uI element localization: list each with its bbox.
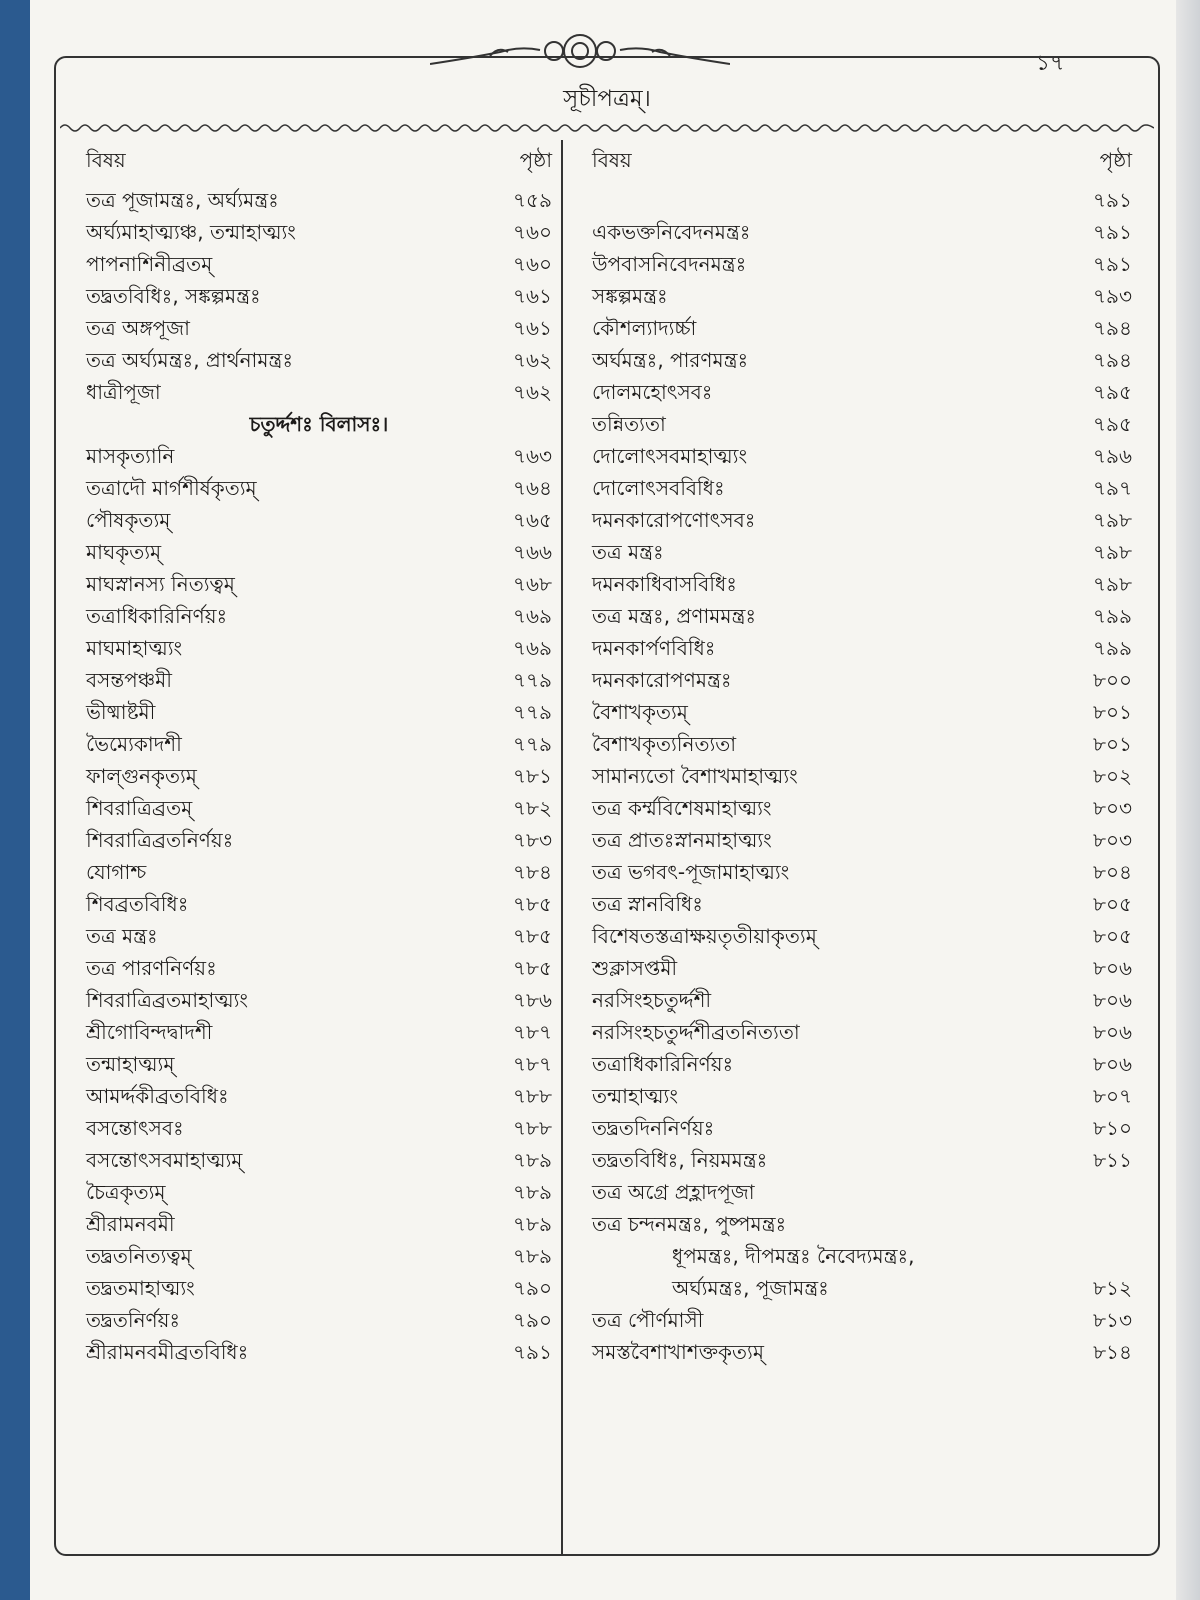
page-number: ১৭ — [1035, 51, 1065, 76]
toc-row — [86, 1332, 552, 1364]
toc-subject: বৈশাখকৃত্যম্ — [592, 700, 688, 724]
toc-page-number: ৭৮৯ — [513, 1180, 552, 1204]
toc-row — [86, 660, 552, 692]
toc-page-number: ৭৮৮ — [513, 1116, 552, 1140]
toc-row — [592, 372, 1132, 404]
toc-subject: নরসিংহচতুর্দ্দশীব্রতনিত্যতা — [592, 1020, 800, 1044]
toc-subject: তন্মাহাত্ম্যম্ — [86, 1052, 175, 1076]
toc-page-number: ৮১১ — [1093, 1148, 1132, 1172]
toc-subject: আমর্দ্দকীব্রতবিধিঃ — [86, 1084, 229, 1108]
toc-row — [592, 948, 1132, 980]
toc-page-number: ৮১২ — [1093, 1276, 1132, 1300]
toc-subject: অর্ঘ্যমন্ত্রঃ, পূজামন্ত্রঃ — [672, 1276, 829, 1300]
toc-subject: তত্র পূজামন্ত্রঃ, অর্ঘ্যমন্ত্রঃ — [86, 188, 279, 212]
toc-row — [86, 436, 552, 468]
toc-subject: তত্র অগ্রে প্রহ্লাদপূজা — [592, 1180, 755, 1204]
toc-subject: বসন্তোৎসবঃ — [86, 1116, 184, 1140]
toc-page-number: ৮০৬ — [1093, 956, 1132, 980]
toc-subject: কৌশল্যাদ্যর্চ্চা — [592, 316, 697, 340]
toc-page-number: ৭৯৪ — [1093, 316, 1132, 340]
toc-subject: তত্র মন্ত্রঃ, প্রণামমন্ত্রঃ — [592, 604, 757, 628]
toc-page-number: ৭৬১ — [513, 284, 552, 308]
toc-subject: পৌষকৃত্যম্ — [86, 508, 171, 532]
toc-row — [86, 724, 552, 756]
toc-page-number: ৭৯৯ — [1093, 604, 1132, 628]
toc-subject: মাসকৃত্যানি — [86, 444, 175, 468]
toc-row — [592, 820, 1132, 852]
toc-page-number: ৭৯১ — [1093, 220, 1132, 244]
toc-subject: দোলমহোৎসবঃ — [592, 380, 713, 404]
toc-page-number: ৭৯০ — [513, 1276, 552, 1300]
title-bar — [54, 60, 1160, 120]
toc-page-number: ৭৬২ — [512, 348, 552, 372]
toc-page-number: ৭৬৬ — [512, 540, 552, 564]
toc-page-number: ৭৮৪ — [513, 860, 552, 884]
toc-page-number: ৭৯৫ — [1093, 412, 1132, 436]
toc-subject: দমনকারোপণোৎসবঃ — [592, 508, 756, 532]
toc-page-number: ৭৯৯ — [1093, 636, 1132, 660]
toc-row — [592, 1140, 1132, 1172]
toc-row — [86, 468, 552, 500]
toc-row — [86, 788, 552, 820]
toc-page-number: ৭৯৩ — [1093, 284, 1132, 308]
toc-page-number: ৭৮৭ — [513, 1052, 552, 1076]
right-subject-header: বিষয় — [592, 148, 632, 172]
toc-row — [86, 628, 552, 660]
toc-page-number: ৭৯৮ — [1093, 572, 1132, 596]
toc-row — [592, 980, 1132, 1012]
toc-subject: বসন্তোৎসবমাহাত্ম্যম্ — [86, 1148, 243, 1172]
toc-row — [86, 916, 552, 948]
toc-row — [592, 596, 1132, 628]
toc-page-number: ৭৮৯ — [513, 1212, 552, 1236]
left-column-header — [86, 140, 552, 180]
toc-page-number: ৭৭৯ — [513, 732, 552, 756]
toc-subject: নরসিংহচতুর্দ্দশী — [592, 988, 712, 1012]
toc-subject: তত্র অঙ্গপূজা — [86, 316, 190, 340]
toc-subject: তত্র চন্দনমন্ত্রঃ, পুষ্পমন্ত্রঃ — [592, 1212, 787, 1236]
toc-subject: ফাল্গুনকৃত্যম্ — [86, 764, 197, 788]
toc-page-number: ৭৯৮ — [1093, 508, 1132, 532]
toc-subject: তত্রাদৌ মার্গশীর্ষকৃত্যম্ — [86, 476, 257, 500]
toc-page-number: ৭৬০ — [512, 220, 552, 244]
toc-row — [592, 1236, 1132, 1268]
toc-row — [86, 1076, 552, 1108]
right-column — [592, 140, 1132, 1364]
toc-subject: যোগাশ্চ — [86, 860, 147, 884]
toc-subject: দোলোৎসববিধিঃ — [592, 476, 725, 500]
toc-row — [592, 308, 1132, 340]
background-left — [0, 0, 30, 1600]
toc-row — [592, 180, 1132, 212]
toc-page-number: ৮০১ — [1093, 732, 1132, 756]
toc-row — [592, 468, 1132, 500]
toc-page-number: ৭৮৭ — [513, 1020, 552, 1044]
toc-row — [592, 852, 1132, 884]
toc-row — [592, 436, 1132, 468]
toc-subject: ধূপমন্ত্রঃ, দীপমন্ত্রঃ নৈবেদ্যমন্ত্রঃ, — [672, 1244, 915, 1268]
toc-row — [592, 1172, 1132, 1204]
toc-row — [86, 692, 552, 724]
toc-page-number: ৮১০ — [1093, 1116, 1132, 1140]
toc-subject: মাঘস্নানস্য নিত্যত্বম্ — [86, 572, 235, 596]
toc-row — [86, 372, 552, 404]
toc-subject: তত্র স্নানবিধিঃ — [592, 892, 703, 916]
toc-page-number: ৮০১ — [1093, 700, 1132, 724]
toc-row — [86, 276, 552, 308]
toc-row — [86, 1012, 552, 1044]
toc-row — [592, 1012, 1132, 1044]
toc-subject: সঙ্কল্পমন্ত্রঃ — [592, 284, 668, 308]
toc-row — [592, 1332, 1132, 1364]
toc-row — [86, 1204, 552, 1236]
toc-page-number: ৭৬৩ — [512, 444, 552, 468]
toc-row — [592, 532, 1132, 564]
toc-subject: তত্রাধিকারিনির্ণয়ঃ — [592, 1052, 734, 1076]
toc-subject: সমস্তবৈশাখাশক্তকৃত্যম্ — [592, 1340, 764, 1364]
toc-row — [592, 756, 1132, 788]
toc-subject: তদ্ব্রতনির্ণয়ঃ — [86, 1308, 181, 1332]
toc-row — [86, 180, 552, 212]
toc-page-number: ৮০০ — [1093, 668, 1132, 692]
toc-row — [86, 244, 552, 276]
toc-page-number: ৭৮৫ — [513, 892, 552, 916]
toc-page-number: ৮০৫ — [1093, 892, 1132, 916]
toc-row — [592, 1108, 1132, 1140]
toc-row — [86, 596, 552, 628]
toc-subject: দমনকাধিবাসবিধিঃ — [592, 572, 737, 596]
toc-page-number: ৭৮৫ — [513, 956, 552, 980]
toc-subject: তত্র কর্ম্মবিশেষমাহাত্ম্যং — [592, 796, 772, 820]
toc-row — [592, 340, 1132, 372]
toc-subject: তত্র পৌর্ণমাসী — [592, 1308, 704, 1332]
toc-row — [592, 212, 1132, 244]
section-heading — [86, 404, 552, 436]
toc-row — [86, 948, 552, 980]
toc-row — [592, 1268, 1132, 1300]
toc-subject: বিশেষতস্তত্রাক্ষয়তৃতীয়াকৃত্যম্ — [592, 924, 817, 948]
toc-page-number: ৮০৪ — [1093, 860, 1132, 884]
toc-page-number: ৭৮৫ — [513, 924, 552, 948]
toc-page-number: ৮০৫ — [1093, 924, 1132, 948]
right-row-list — [592, 180, 1132, 1364]
toc-page-number: ৮০৩ — [1093, 828, 1132, 852]
toc-subject: শিবরাত্রিব্রতম্ — [86, 796, 193, 820]
toc-subject: শিবব্রতবিধিঃ — [86, 892, 189, 916]
toc-row — [592, 564, 1132, 596]
toc-page-number: ৭৬৯ — [513, 604, 552, 628]
toc-subject: শিবরাত্রিব্রতমাহাত্ম্যং — [86, 988, 249, 1012]
toc-subject: অর্ঘ্যমাহাত্ম্যঞ্চ, তন্মাহাত্ম্যং — [86, 220, 296, 244]
toc-subject: শুক্লাসপ্তমী — [592, 956, 678, 980]
toc-subject: ভৈম্যেকাদশী — [86, 732, 182, 756]
toc-page-number: ৭৭৯ — [513, 668, 552, 692]
left-subject-header: বিষয় — [86, 148, 126, 172]
toc-page-number: ৭৮৯ — [513, 1148, 552, 1172]
toc-subject: তত্র অর্ঘ্যমন্ত্রঃ, প্রার্থনামন্ত্রঃ — [86, 348, 293, 372]
toc-row — [592, 884, 1132, 916]
toc-row — [86, 212, 552, 244]
toc-page-number: ৭৫৯ — [513, 188, 552, 212]
toc-subject: মাঘকৃত্যম্ — [86, 540, 162, 564]
toc-page-number: ৭৯৫ — [1093, 380, 1132, 404]
toc-row — [592, 724, 1132, 756]
toc-page-number: ৭৮৮ — [513, 1084, 552, 1108]
toc-page-number: ৭৬৮ — [513, 572, 552, 596]
toc-row — [86, 1140, 552, 1172]
toc-subject: তত্র ভগবৎ-পূজামাহাত্ম্যং — [592, 860, 790, 884]
toc-subject: শ্রীগোবিন্দদ্বাদশী — [86, 1020, 213, 1044]
toc-page-number: ৭৮২ — [513, 796, 552, 820]
toc-subject: শ্রীরামনবমী — [86, 1212, 175, 1236]
toc-page-number: ৭৬৯ — [513, 636, 552, 660]
right-page-header: পৃষ্ঠা — [1099, 148, 1132, 172]
toc-subject: বসন্তপঞ্চমী — [86, 668, 173, 692]
toc-subject: তদ্ব্রতদিননির্ণয়ঃ — [592, 1116, 715, 1140]
toc-page-number: ৮১৩ — [1093, 1308, 1132, 1332]
column-divider — [561, 140, 563, 1555]
toc-page-number: ৭৯৪ — [1093, 348, 1132, 372]
toc-row — [592, 244, 1132, 276]
toc-row — [86, 340, 552, 372]
toc-subject: তদ্ব্রতমাহাত্ম্যং — [86, 1276, 195, 1300]
toc-page-number: ৮১৪ — [1093, 1340, 1132, 1364]
toc-page-number: ৭৯৬ — [1093, 444, 1132, 468]
toc-row — [86, 1108, 552, 1140]
toc-page-number: ৮০৬ — [1093, 1020, 1132, 1044]
toc-subject: একভক্তনিবেদনমন্ত্রঃ — [592, 220, 751, 244]
toc-row — [592, 1076, 1132, 1108]
toc-subject: মাঘমাহাত্ম্যং — [86, 636, 183, 660]
toc-page-number: ৮০৬ — [1093, 988, 1132, 1012]
left-page-header: পৃষ্ঠা — [519, 148, 552, 172]
toc-subject: ভীষ্মাষ্টমী — [86, 700, 156, 724]
toc-page-number: ৭৯১ — [1093, 188, 1132, 212]
toc-row — [592, 788, 1132, 820]
toc-row — [592, 1300, 1132, 1332]
page-title: সূচীপত্রম্। — [563, 86, 651, 112]
toc-subject: ধাত্রীপূজা — [86, 380, 161, 404]
book-page — [30, 0, 1176, 1600]
toc-row — [86, 308, 552, 340]
toc-subject: তন্নিত্যতা — [592, 412, 666, 436]
toc-subject: চৈত্রকৃত্যম্ — [86, 1180, 166, 1204]
toc-page-number: ৭৬২ — [512, 380, 552, 404]
toc-subject: তত্র পারণনির্ণয়ঃ — [86, 956, 217, 980]
toc-subject: বৈশাখকৃত্যনিত্যতা — [592, 732, 737, 756]
toc-subject: দমনকার্পণবিধিঃ — [592, 636, 716, 660]
toc-subject: দমনকারোপণমন্ত্রঃ — [592, 668, 732, 692]
toc-subject: তত্র প্রাতঃস্নানমাহাত্ম্যং — [592, 828, 772, 852]
toc-subject: তদ্ব্রতবিধিঃ, নিয়মমন্ত্রঃ — [592, 1148, 768, 1172]
toc-page-number: ৭৬৫ — [513, 508, 552, 532]
toc-page-number: ৭৯৮ — [1093, 540, 1132, 564]
toc-row — [86, 756, 552, 788]
toc-subject: তদ্ব্রতবিধিঃ, সঙ্কল্পমন্ত্রঃ — [86, 284, 261, 308]
toc-row — [592, 692, 1132, 724]
toc-page-number: ৭৬৪ — [513, 476, 552, 500]
toc-page-number: ৭৯৭ — [1093, 476, 1132, 500]
left-row-list — [86, 180, 552, 1364]
wavy-divider — [60, 118, 1154, 138]
toc-subject: তত্রাধিকারিনির্ণয়ঃ — [86, 604, 228, 628]
toc-page-number: ৮০২ — [1093, 764, 1132, 788]
toc-page-number: ৮০৬ — [1093, 1052, 1132, 1076]
toc-row — [86, 884, 552, 916]
toc-subject: চতুর্দ্দশঃ বিলাসঃ। — [249, 412, 389, 436]
toc-subject: সামান্যতো বৈশাখমাহাত্ম্যং — [592, 764, 798, 788]
toc-subject: তত্র মন্ত্রঃ — [592, 540, 664, 564]
toc-subject: দোলোৎসবমাহাত্ম্যং — [592, 444, 748, 468]
toc-row — [86, 852, 552, 884]
toc-row — [86, 980, 552, 1012]
toc-row — [86, 820, 552, 852]
toc-page-number: ৭৬১ — [513, 316, 552, 340]
toc-row — [592, 1044, 1132, 1076]
toc-row — [86, 500, 552, 532]
toc-subject: অর্ঘমন্ত্রঃ, পারণমন্ত্রঃ — [592, 348, 749, 372]
toc-subject: তদ্ব্রতনিত্যত্বম্ — [86, 1244, 192, 1268]
toc-row — [592, 660, 1132, 692]
toc-row — [86, 1268, 552, 1300]
toc-page-number: ৭৭৯ — [513, 700, 552, 724]
toc-page-number: ৭৮৬ — [513, 988, 552, 1012]
toc-row — [86, 1236, 552, 1268]
toc-subject: পাপনাশিনীব্রতম্ — [86, 252, 213, 276]
toc-page-number: ৮০৩ — [1093, 796, 1132, 820]
toc-row — [86, 1044, 552, 1076]
toc-page-number: ৭৮৯ — [513, 1244, 552, 1268]
toc-row — [86, 1172, 552, 1204]
toc-subject: শ্রীরামনবমীব্রতবিধিঃ — [86, 1340, 249, 1364]
toc-row — [86, 564, 552, 596]
toc-page-number: ৭৬০ — [512, 252, 552, 276]
toc-row — [86, 532, 552, 564]
right-column-header — [592, 140, 1132, 180]
toc-page-number: ৮০৭ — [1093, 1084, 1132, 1108]
toc-subject: উপবাসনিবেদনমন্ত্রঃ — [592, 252, 747, 276]
toc-page-number: ৭৯১ — [513, 1340, 552, 1364]
toc-row — [86, 1300, 552, 1332]
left-column — [86, 140, 552, 1364]
toc-subject: তন্মাহাত্ম্যং — [592, 1084, 678, 1108]
background-right — [1176, 0, 1200, 1600]
toc-row — [592, 404, 1132, 436]
toc-row — [592, 500, 1132, 532]
toc-page-number: ৭৯০ — [513, 1308, 552, 1332]
toc-row — [592, 628, 1132, 660]
toc-page-number: ৭৮১ — [513, 764, 552, 788]
toc-subject: শিবরাত্রিব্রতনির্ণয়ঃ — [86, 828, 234, 852]
toc-row — [592, 276, 1132, 308]
toc-row — [592, 1204, 1132, 1236]
toc-page-number: ৭৮৩ — [513, 828, 552, 852]
toc-subject: তত্র মন্ত্রঃ — [86, 924, 158, 948]
toc-row — [592, 916, 1132, 948]
toc-page-number: ৭৯১ — [1093, 252, 1132, 276]
